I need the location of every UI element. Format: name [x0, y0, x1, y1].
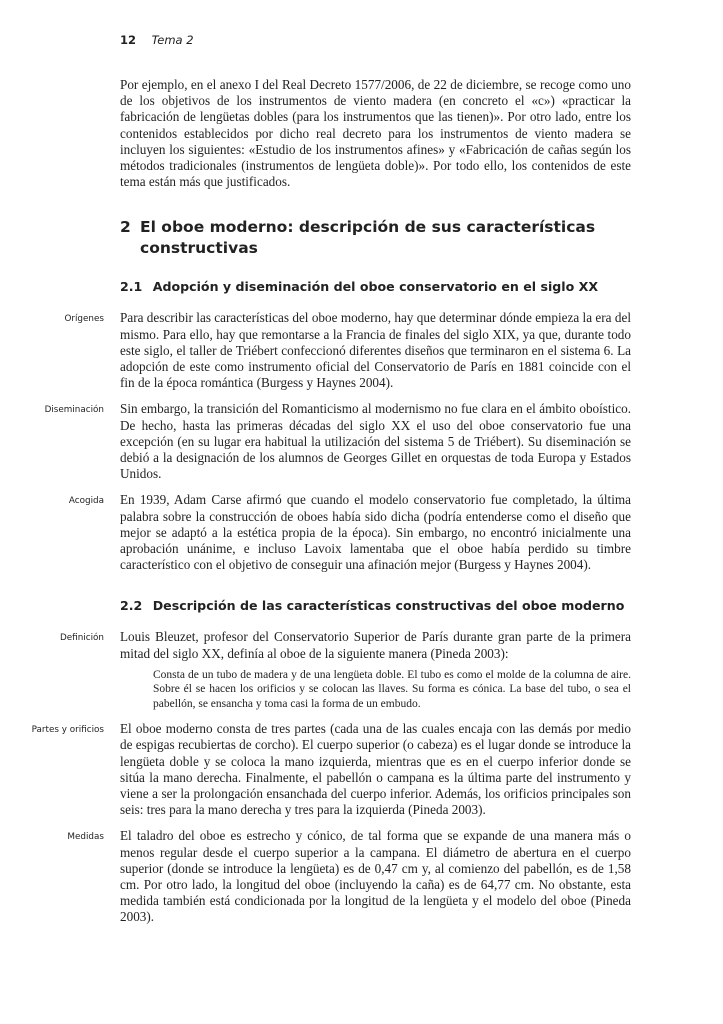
paragraph-acogida	[68, 492, 631, 573]
margin-note-origenes: Orígenes	[64, 314, 104, 325]
paragraph-text: Louis Bleuzet, profesor del Conservatorio Superior de París durante gran parte de la primera mitad del siglo XX, definía al oboe de la siguiente manera (Pineda 2003):	[120, 629, 631, 661]
intro-paragraph: Por ejemplo, en el anexo I del Real Decreto 1577/2006, de 22 de diciembre, se recoge como uno de los objetivos de los instrumentos de viento madera (en concreto el «c») «practicar la fabricación de lengüetas dobles (para los instrumentos que las tienen)». Por otro lado, entre los contenidos establecidos por dicho real decreto para los instrumentos de viento madera se incluyen los siguientes: «Estudio de los instrumentos afines» y «Fabricación de cañas según los métodos tradicionales (instrumentos de lengüeta doble)». Por todo ello, los contenidos de este tema están más que justificados.	[120, 77, 631, 190]
paragraph-text: El oboe moderno consta de tres partes (cada una de las cuales encaja con las demás por medio de espigas recubiertas de corcho). El cuerpo superior (o cabeza) es el lugar donde se introduce la lengüeta doble y se coloca la mano izquierda, mientras que es en el cuerpo inferior donde se sitúa la mano derecha. Finalmente, el pabellón o campana es la última parte del instrumento y viene a ser la prolongación ensanchada del cuerpo inferior. Además, los orificios principales son seis: tres para la mano derecha y tres para la izquierda (Pineda 2003).	[120, 721, 631, 818]
paragraph-origenes	[64, 310, 631, 391]
paragraph-definicion	[60, 629, 631, 661]
main-content	[31, 77, 631, 926]
chapter-label: Tema 2	[151, 33, 194, 47]
paragraph-diseminacion	[44, 401, 631, 482]
section-title: El oboe moderno: descripción de sus características constructivas	[140, 218, 596, 258]
running-head	[120, 33, 194, 47]
paragraph-partes	[31, 721, 631, 818]
subsection-number: 2.1	[120, 279, 143, 295]
subsection-title: Descripción de las características constructivas del oboe moderno	[152, 598, 625, 614]
paragraph-text: Para describir las características del oboe moderno, hay que determinar dónde empieza la era del mismo. Para ello, hay que remontarse a la Francia de finales del siglo XIX, ya que, durante todo este siglo, el taller de Triébert confeccionó diferentes diseños que terminaron en el sistema 6. La adopción de este como instrumento oficial del Conservatorio de París en 1881 coincide con el fin de la época romántica (Burgess y Haynes 2004).	[120, 310, 631, 391]
subsection-title: Adopción y diseminación del oboe conservatorio en el siglo XX	[152, 279, 599, 295]
paragraph-text: El taladro del oboe es estrecho y cónico, de tal forma que se expande de una manera más o menos regular desde el cuerpo superior a la campana. El diámetro de abertura en el cuerpo superior (donde se introduce la lengüeta) es de 0,47 cm y, al comienzo del pabellón, es de 1,58 cm. Por otro lado, la longitud del oboe (incluyendo la caña) es de 64,77 cm. No obstante, esta medida también está condicionada por la longitud de la lengüeta y el modelo del oboe (Pineda 2003).	[120, 828, 631, 925]
paragraph-medidas	[67, 828, 631, 925]
page-number: 12	[120, 33, 137, 47]
section-heading	[120, 217, 631, 259]
margin-note-acogida: Acogida	[68, 496, 104, 507]
subsection-heading	[120, 279, 631, 295]
subsection-heading	[120, 598, 631, 614]
margin-note-diseminacion: Diseminación	[44, 405, 104, 416]
block-quote: Consta de un tubo de madera y de una lengüeta doble. El tubo es como el molde de la columna de aire. Sobre él se hacen los orificios y se colocan las llaves. Su forma es cónica. La base del tubo, o sea el pabellón, se ensancha y toma casi la forma de un embudo.	[153, 668, 631, 710]
paragraph-text: En 1939, Adam Carse afirmó que cuando el modelo conservatorio fue completado, la última palabra sobre la construcción de oboes había sido dicha (podría entenderse como el diseño que mejor se adaptó a la estética propia de la época). Sin embargo, no encontró inicialmente una aprobación unánime, e incluso Lavoix lamentaba que el oboe había perdido su timbre característico con el objetivo de conseguir una afinación mejor (Burgess y Haynes 2004).	[120, 492, 631, 573]
subsection-number: 2.2	[120, 598, 143, 614]
paragraph-text: Sin embargo, la transición del Romanticismo al modernismo no fue clara en el ámbito oboístico. De hecho, hasta las primeras décadas del siglo XX el uso del oboe conservatorio fue una excepción (en su lugar era habitual la utilización del sistema 5 de Triébert). Su diseminación se debió a la designación de los alumnos de Georges Gillet en orquestas de toda Europa y Estados Unidos.	[120, 401, 631, 482]
margin-note-definicion: Definición	[60, 633, 104, 644]
margin-note-medidas: Medidas	[67, 832, 104, 843]
section-number: 2	[120, 218, 131, 237]
margin-note-partes: Partes y orificios	[31, 725, 104, 736]
